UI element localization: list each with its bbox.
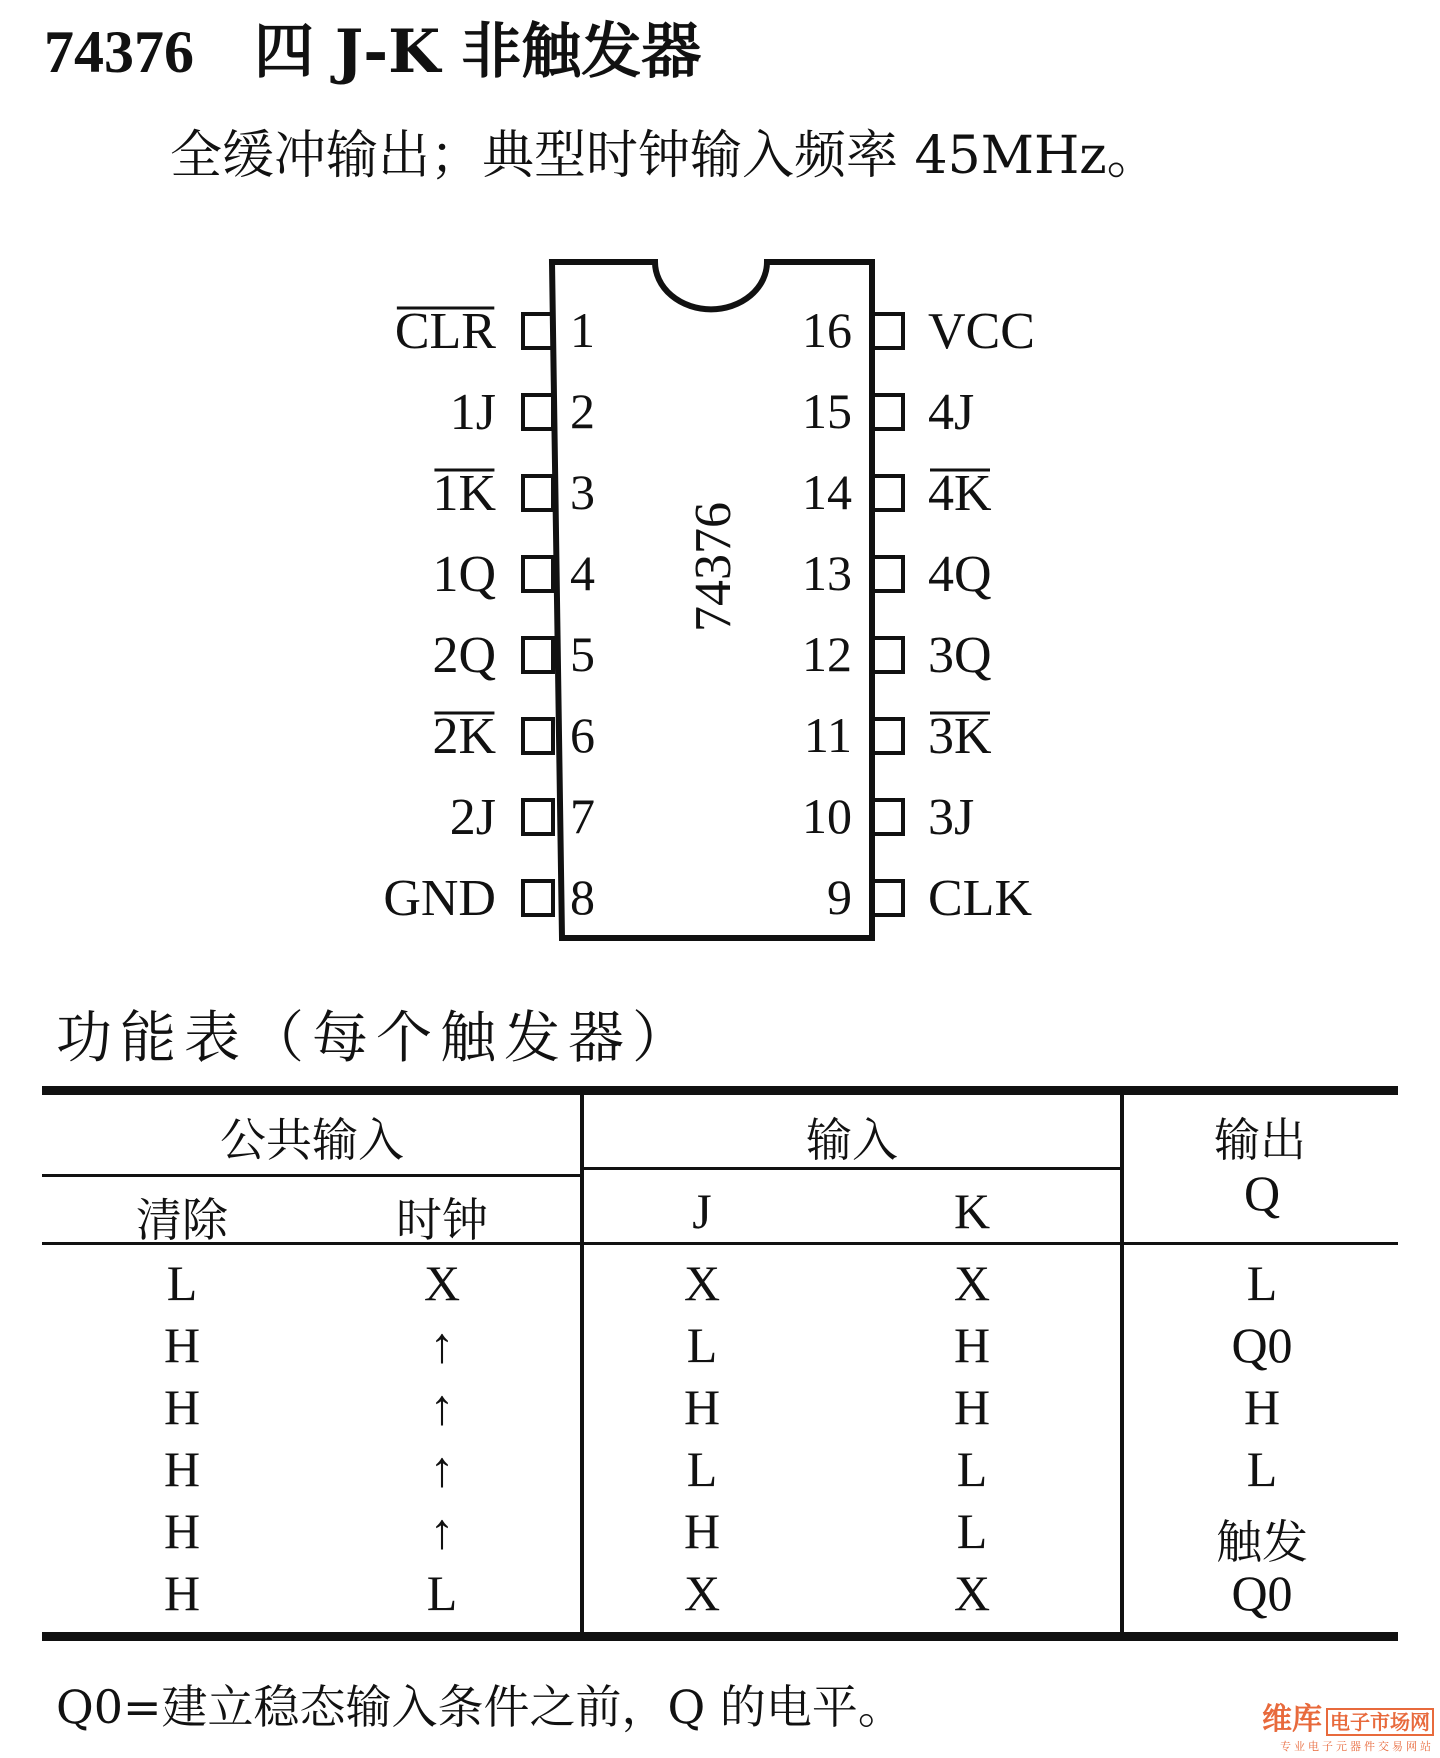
pin-9-pad	[873, 881, 903, 915]
watermark-badge: 电子市场网	[1326, 1708, 1434, 1736]
cell-clear: H	[163, 1565, 201, 1621]
cell-q: Q0	[1231, 1565, 1293, 1621]
cell-k: X	[953, 1565, 991, 1621]
cell-j: H	[683, 1503, 721, 1559]
pin-6-pad	[523, 719, 553, 753]
table-rule-common	[42, 1174, 582, 1177]
cell-k: L	[956, 1503, 988, 1559]
footnote: Q0=建立稳态输入条件之前，Q 的电平。	[56, 1680, 904, 1734]
pin-7-number: 7	[570, 788, 595, 844]
pin-12-number: 12	[802, 626, 852, 682]
table-top-rule	[42, 1086, 1398, 1095]
header-q: Q	[1243, 1165, 1281, 1221]
pin-15-pad	[873, 395, 903, 429]
cell-clear: H	[163, 1379, 201, 1435]
cell-clock: ↑	[429, 1441, 455, 1497]
chip-name-label: 74376	[685, 502, 742, 632]
header-clear: 清除	[136, 1193, 228, 1247]
pin-12-label: 3Q	[928, 627, 992, 684]
pin-3-pad	[523, 476, 553, 510]
pin-15-label: 4J	[928, 384, 975, 441]
part-number: 74376	[44, 19, 194, 85]
pin-10-number: 10	[802, 788, 852, 844]
pin-5-pad	[523, 638, 553, 672]
watermark-url: 专业电子元器件交易网站	[1280, 1740, 1434, 1753]
pin-13-label: 4Q	[928, 546, 992, 603]
pin-1-number: 1	[570, 302, 595, 358]
cell-clear: H	[163, 1317, 201, 1373]
cell-q: 触发	[1216, 1515, 1308, 1569]
pin-11-label: 3K	[928, 708, 992, 765]
pin-9-number: 9	[827, 869, 852, 925]
pin-11-number: 11	[803, 707, 852, 763]
pin-3-label: 1K	[432, 465, 496, 522]
table-bottom-rule	[42, 1632, 1398, 1641]
pin-11-pad	[873, 719, 903, 753]
cell-clear: H	[163, 1503, 201, 1559]
pin-9-label: CLK	[928, 870, 1032, 927]
pin-13-number: 13	[802, 545, 852, 601]
cell-clock: ↑	[429, 1317, 455, 1373]
pin-4-pad	[523, 557, 553, 591]
cell-clock: ↑	[429, 1503, 455, 1559]
part-name: 四 J-K 非触发器	[254, 17, 702, 87]
cell-q: L	[1246, 1255, 1278, 1311]
pin-4-label: 1Q	[432, 546, 496, 603]
pin-2-pad	[523, 395, 553, 429]
cell-clock: L	[426, 1565, 458, 1621]
pin-10-label: 3J	[928, 789, 975, 846]
pin-16-pad	[873, 314, 903, 348]
function-table-title: 功能表（每个触发器）	[56, 1006, 696, 1071]
header-j: J	[692, 1183, 712, 1239]
cell-j: L	[686, 1441, 718, 1497]
pin-13-pad	[873, 557, 903, 591]
pin-12-pad	[873, 638, 903, 672]
cell-q: L	[1246, 1441, 1278, 1497]
pin-1-pad	[523, 314, 553, 348]
watermark	[1262, 1694, 1434, 1754]
header-inputs: 输入	[806, 1113, 898, 1167]
watermark-brand-text: 维库	[1262, 1702, 1322, 1737]
cell-q: Q0	[1231, 1317, 1293, 1373]
header-clock: 时钟	[396, 1193, 488, 1247]
pin-5-label: 2Q	[432, 627, 496, 684]
cell-j: H	[683, 1379, 721, 1435]
cell-clear: H	[163, 1441, 201, 1497]
pin-14-pad	[873, 476, 903, 510]
right-pin-group	[802, 302, 1035, 927]
pin-8-pad	[523, 881, 553, 915]
pin-16-label: VCC	[928, 303, 1035, 360]
cell-clock: X	[423, 1255, 461, 1311]
part-description: 全缓冲输出；典型时钟输入频率 45MHz。	[170, 126, 1159, 186]
cell-q: H	[1243, 1379, 1281, 1435]
watermark-brand	[1262, 1694, 1434, 1738]
pin-3-number: 3	[570, 464, 595, 520]
header-output: 输出	[1214, 1113, 1306, 1167]
header-k: K	[953, 1183, 991, 1239]
pin-14-label: 4K	[928, 465, 992, 522]
header-common-inputs: 公共输入	[220, 1113, 404, 1167]
pin-6-number: 6	[570, 707, 595, 763]
pin-7-pad	[523, 800, 553, 834]
pin-1-label: CLR	[394, 303, 496, 360]
cell-k: L	[956, 1441, 988, 1497]
cell-j: X	[683, 1255, 721, 1311]
pin-10-pad	[873, 800, 903, 834]
cell-k: X	[953, 1255, 991, 1311]
pin-2-number: 2	[570, 383, 595, 439]
pin-8-number: 8	[570, 869, 595, 925]
cell-clock: ↑	[429, 1379, 455, 1435]
cell-k: H	[953, 1317, 991, 1373]
pin-2-label: 1J	[449, 384, 496, 441]
pin-8-label: GND	[383, 870, 496, 927]
pin-5-number: 5	[570, 626, 595, 682]
cell-j: X	[683, 1565, 721, 1621]
pin-14-number: 14	[802, 464, 852, 520]
pin-4-number: 4	[570, 545, 595, 601]
pin-16-number: 16	[802, 302, 852, 358]
pin-15-number: 15	[802, 383, 852, 439]
cell-clear: L	[166, 1255, 198, 1311]
pin-7-label: 2J	[449, 789, 496, 846]
cell-j: L	[686, 1317, 718, 1373]
pin-6-label: 2K	[432, 708, 496, 765]
cell-k: H	[953, 1379, 991, 1435]
